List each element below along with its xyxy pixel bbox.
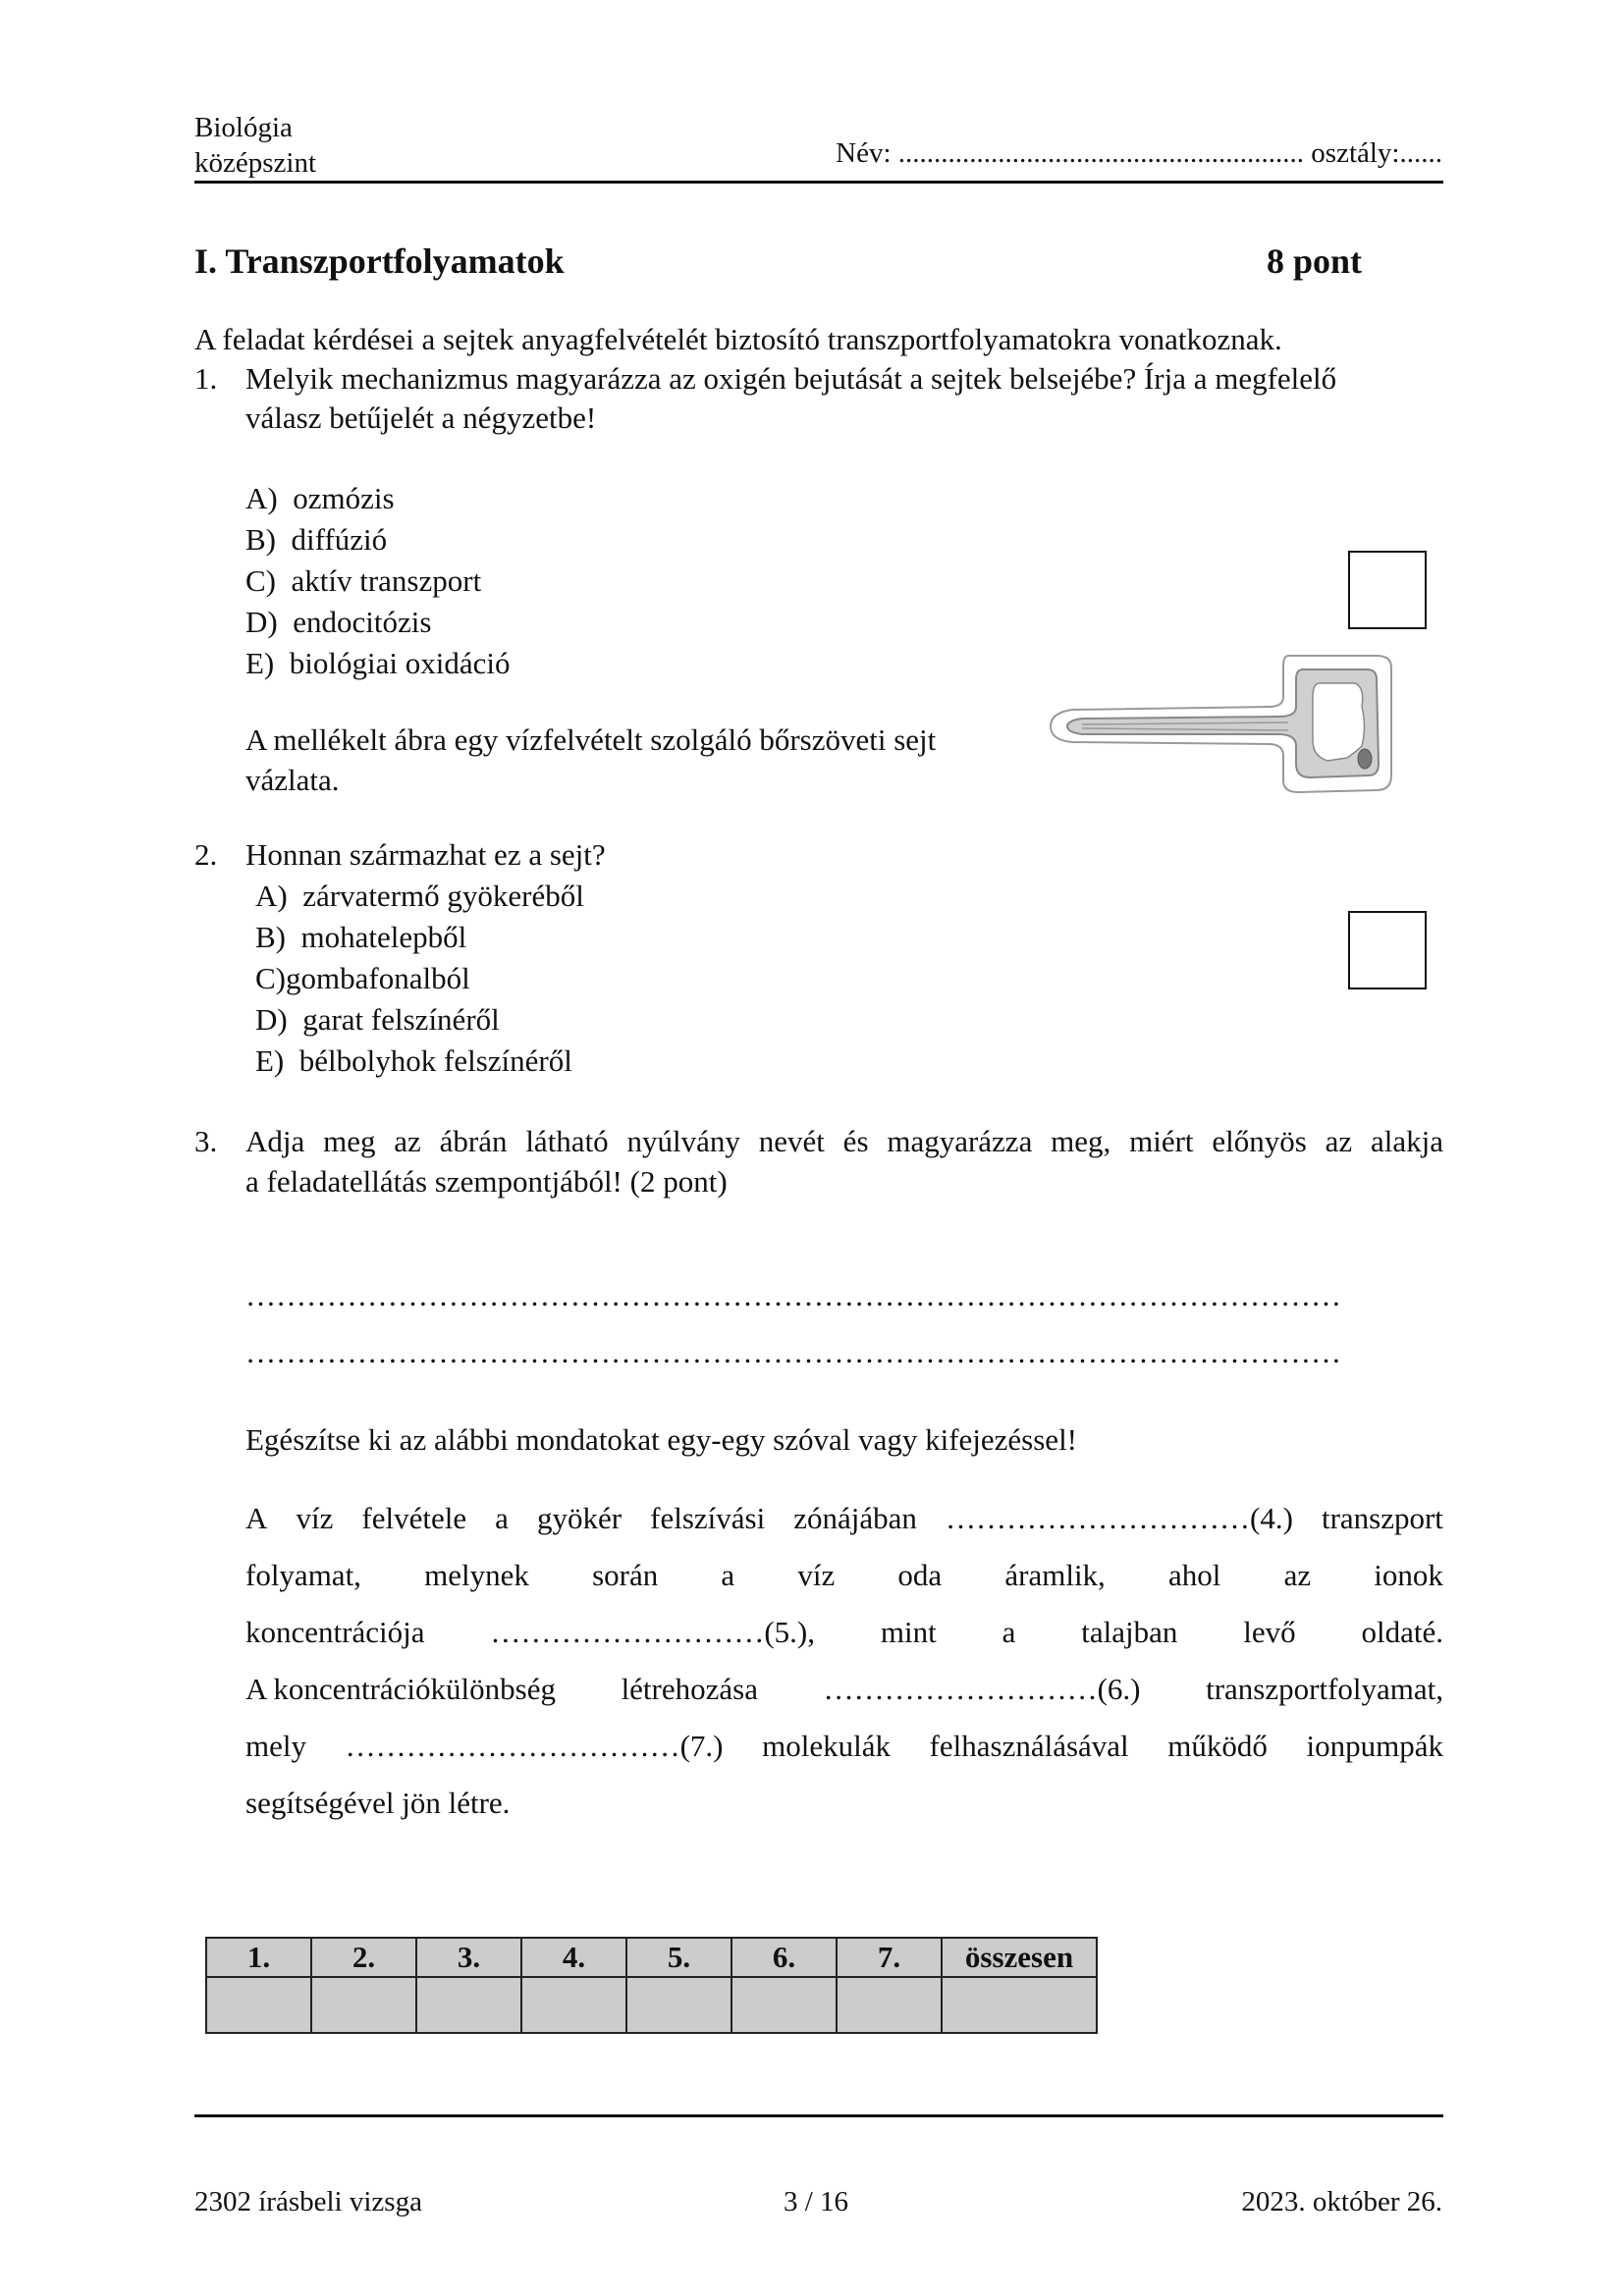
word: során bbox=[592, 1558, 659, 1592]
word: melynek bbox=[424, 1558, 529, 1592]
word: transzport bbox=[1321, 1501, 1443, 1535]
q1-answer-box[interactable] bbox=[1348, 551, 1427, 629]
word: víz bbox=[797, 1558, 836, 1592]
fill-line-4 bbox=[245, 1670, 1443, 1709]
fill-line-3 bbox=[245, 1613, 1443, 1652]
figure-caption-line2: vázlata. bbox=[245, 763, 340, 797]
word: víz bbox=[296, 1501, 334, 1535]
fill-line-5 bbox=[245, 1727, 1443, 1766]
cell-diagram-icon bbox=[1043, 648, 1406, 795]
score-cell-1[interactable] bbox=[206, 1977, 311, 2033]
score-header-5: 5. bbox=[626, 1938, 731, 1977]
q3-text-line2: a feladatellátás szempontjából! (2 pont) bbox=[245, 1164, 728, 1199]
word: oda bbox=[897, 1558, 943, 1592]
score-cell-7[interactable] bbox=[837, 1977, 942, 2033]
word: ahol bbox=[1168, 1558, 1221, 1592]
score-header-6: 6. bbox=[731, 1938, 837, 1977]
word: talajban bbox=[1081, 1615, 1178, 1649]
word: létrehozása bbox=[621, 1672, 758, 1706]
word: áramlik, bbox=[1004, 1558, 1106, 1592]
score-cell-2[interactable] bbox=[311, 1977, 416, 2033]
blank-7[interactable]: ……………………………(7.) bbox=[345, 1729, 724, 1763]
word: transzportfolyamat, bbox=[1206, 1672, 1443, 1706]
word: oldaté. bbox=[1361, 1615, 1443, 1649]
section-title: I. Transzportfolyamatok bbox=[194, 241, 565, 281]
score-header-7: 7. bbox=[837, 1938, 942, 1977]
word: a bbox=[1001, 1615, 1016, 1649]
word: mely bbox=[245, 1729, 306, 1763]
q1-option-c: C) aktív transzport bbox=[245, 563, 482, 598]
score-cell-6[interactable] bbox=[731, 1977, 837, 2033]
q2-text: Honnan származhat ez a sejt? bbox=[245, 837, 606, 872]
q2-answer-box[interactable] bbox=[1348, 911, 1427, 989]
fill-line-1 bbox=[245, 1499, 1443, 1538]
subject-label: Biológia bbox=[194, 112, 293, 143]
score-cell-total[interactable] bbox=[942, 1977, 1097, 2033]
score-header-4: 4. bbox=[521, 1938, 626, 1977]
q3-number: 3. bbox=[194, 1124, 218, 1158]
word: gyökér bbox=[536, 1501, 623, 1535]
name-class-field[interactable]: Név: ......................................................... osztály:...... bbox=[836, 137, 1442, 169]
score-table-value-row bbox=[206, 1977, 1097, 2033]
word: A koncentrációkülönbség bbox=[245, 1672, 556, 1706]
q2-option-a: A) zárvatermő gyökeréből bbox=[255, 879, 584, 913]
footer-exam-code: 2302 írásbeli vizsga bbox=[194, 2186, 422, 2217]
fill-line-2 bbox=[245, 1556, 1443, 1595]
q1-option-d: D) endocitózis bbox=[245, 605, 432, 639]
word: ionpumpák bbox=[1306, 1729, 1443, 1763]
blank-4[interactable]: …………………………(4.) bbox=[946, 1501, 1293, 1535]
word: a bbox=[495, 1501, 509, 1535]
q1-text-line1: Melyik mechanizmus magyarázza az oxigén bejutását a sejtek belsejébe? Írja a megfelelő bbox=[245, 361, 1337, 396]
header-rule bbox=[194, 181, 1443, 184]
section-points: 8 pont bbox=[1267, 241, 1363, 281]
score-header-2: 2. bbox=[311, 1938, 416, 1977]
word: felvétele bbox=[361, 1501, 467, 1535]
q2-option-c: C)gombafonalból bbox=[255, 961, 470, 995]
score-table-header-row bbox=[206, 1938, 1097, 1977]
word: felhasználásával bbox=[929, 1729, 1129, 1763]
q1-option-b: B) diffúzió bbox=[245, 522, 388, 557]
q3-text-line1: Adja meg az ábrán látható nyúlvány nevét és magyarázza meg, miért előnyös az alakja bbox=[245, 1124, 1443, 1158]
fill-line-6: segítségével jön létre. bbox=[245, 1786, 511, 1820]
footer-rule bbox=[194, 2114, 1443, 2117]
word: működő bbox=[1167, 1729, 1268, 1763]
score-header-1: 1. bbox=[206, 1938, 311, 1977]
root-hair-cell-figure bbox=[1043, 648, 1406, 795]
fill-instruction: Egészítse ki az alábbi mondatokat egy-egy szóval vagy kifejezéssel! bbox=[245, 1422, 1078, 1457]
page-header-subject bbox=[194, 110, 316, 181]
word: folyamat, bbox=[245, 1558, 361, 1592]
score-table bbox=[205, 1937, 1098, 2034]
q2-option-d: D) garat felszínéről bbox=[255, 1002, 500, 1037]
score-header-total: összesen bbox=[942, 1938, 1097, 1977]
word: a bbox=[721, 1558, 735, 1592]
q1-number: 1. bbox=[194, 361, 218, 396]
q2-option-b: B) mohatelepből bbox=[255, 920, 467, 954]
q3-answer-line2[interactable]: ……………………………………………………………………………………………… bbox=[245, 1335, 1341, 1369]
word: felszívási bbox=[650, 1501, 766, 1535]
q2-option-e: E) bélbolyhok felszínéről bbox=[255, 1043, 572, 1078]
blank-6[interactable]: ………………………(6.) bbox=[823, 1672, 1141, 1706]
word: levő bbox=[1243, 1615, 1296, 1649]
word: koncentrációja bbox=[245, 1615, 425, 1649]
figure-caption-line1: A mellékelt ábra egy vízfelvételt szolgáló bőrszöveti sejt bbox=[245, 722, 937, 757]
level-label: középszint bbox=[194, 147, 317, 179]
word: ionok bbox=[1374, 1558, 1443, 1592]
word: molekulák bbox=[762, 1729, 891, 1763]
word: A bbox=[245, 1501, 268, 1535]
q2-number: 2. bbox=[194, 837, 218, 872]
q1-option-a: A) ozmózis bbox=[245, 481, 395, 515]
blank-5[interactable]: ………………………(5.), bbox=[490, 1615, 815, 1649]
footer-date: 2023. október 26. bbox=[1241, 2186, 1442, 2217]
q1-text-line2: válasz betűjelét a négyzetbe! bbox=[245, 400, 597, 435]
score-cell-5[interactable] bbox=[626, 1977, 731, 2033]
score-cell-4[interactable] bbox=[521, 1977, 626, 2033]
score-header-3: 3. bbox=[416, 1938, 521, 1977]
q1-option-e: E) biológiai oxidáció bbox=[245, 646, 511, 680]
q3-answer-line1[interactable]: ……………………………………………………………………………………………… bbox=[245, 1278, 1341, 1312]
word: mint bbox=[880, 1615, 937, 1649]
word: az bbox=[1283, 1558, 1312, 1592]
score-cell-3[interactable] bbox=[416, 1977, 521, 2033]
section-intro: A feladat kérdései a sejtek anyagfelvételét biztosító transzportfolyamatokra vonatkoznak. bbox=[194, 322, 1282, 356]
word: zónájában bbox=[793, 1501, 917, 1535]
footer-page-number: 3 / 16 bbox=[784, 2186, 849, 2217]
